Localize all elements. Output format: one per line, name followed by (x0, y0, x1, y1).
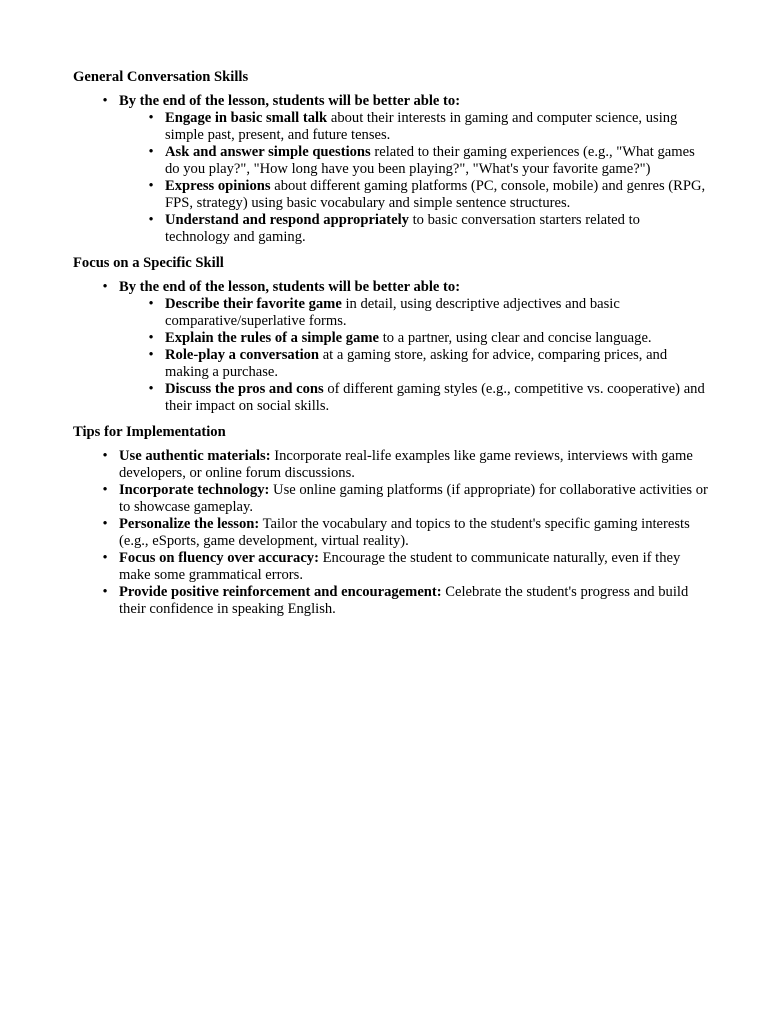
section-specific-list (73, 279, 708, 415)
item-bold: Personalize the lesson: (119, 516, 260, 532)
list-item (73, 516, 708, 550)
item-bold: Ask and answer simple questions (165, 144, 371, 160)
item-text: Celebrate the student's progress and build their confidence in speaking English. (119, 584, 689, 617)
bullet-icon: • (102, 516, 108, 532)
list-item (73, 482, 708, 516)
bullet-icon: • (102, 550, 108, 566)
lead-text: By the end of the lesson, students will be better able to: (119, 93, 461, 109)
item-bold: Explain the rules of a simple game (165, 330, 380, 346)
bullet-icon: • (148, 212, 154, 228)
item-bold: Describe their favorite game (165, 296, 342, 312)
item-bold: Focus on fluency over accuracy: (119, 550, 319, 566)
bullet-icon: • (148, 144, 154, 160)
item-text: at a gaming store, asking for advice, comparing prices, and making a purchase. (165, 347, 668, 380)
bullet-icon: • (102, 482, 108, 498)
item-bold: Express opinions (165, 178, 271, 194)
bullet-icon: • (148, 178, 154, 194)
section-specific (73, 279, 708, 415)
list-item (119, 212, 708, 246)
bullet-icon: • (102, 93, 108, 109)
bullet-icon: • (148, 330, 154, 346)
item-bold: Provide positive reinforcement and encouragement: (119, 584, 442, 600)
list-item (73, 93, 708, 246)
list-item (73, 448, 708, 482)
section-general (73, 93, 708, 246)
list-item (119, 296, 708, 330)
item-text: Incorporate real-life examples like game reviews, interviews with game developers, or online forum discussions. (119, 448, 693, 481)
bullet-icon: • (148, 347, 154, 363)
section-heading-general: General Conversation Skills (73, 69, 249, 85)
list-item (119, 381, 708, 415)
list-item (73, 279, 708, 415)
item-bold: Use authentic materials: (119, 448, 271, 464)
item-text: related to their gaming experiences (e.g., "What games do you play?", "How long have you been playing?", "What's your favorite game?") (165, 144, 695, 177)
item-bold: Engage in basic small talk (165, 110, 328, 126)
list-item (119, 144, 708, 178)
bullet-icon: • (102, 448, 108, 464)
sub-list (119, 110, 708, 246)
bullet-icon: • (148, 110, 154, 126)
list-item (119, 110, 708, 144)
list-item (119, 347, 708, 381)
item-text: about different gaming platforms (PC, console, mobile) and genres (RPG, FPS, strategy) using basic vocabulary and simple sentence structures. (165, 178, 706, 211)
section-tips (73, 448, 708, 618)
item-text: Use online gaming platforms (if appropriate) for collaborative activities or to showcase gameplay. (119, 482, 708, 515)
bullet-icon: • (102, 584, 108, 600)
item-text: about their interests in gaming and computer science, using simple past, present, and future tenses. (165, 110, 678, 143)
list-item (119, 330, 708, 347)
item-text: Encourage the student to communicate naturally, even if they make some grammatical errors. (119, 550, 681, 583)
sub-list (119, 296, 708, 415)
list-item (73, 550, 708, 584)
section-heading-specific: Focus on a Specific Skill (73, 255, 224, 271)
bullet-icon: • (148, 296, 154, 312)
list-item (73, 584, 708, 618)
item-bold: Understand and respond appropriately (165, 212, 409, 228)
item-text: to basic conversation starters related to technology and gaming. (165, 212, 640, 245)
tips-list (73, 448, 708, 618)
bullet-icon: • (148, 381, 154, 397)
list-item (119, 178, 708, 212)
item-bold: Role-play a conversation (165, 347, 320, 363)
item-text: in detail, using descriptive adjectives and basic comparative/superlative forms. (165, 296, 620, 329)
item-text: to a partner, using clear and concise language. (379, 330, 652, 346)
item-text: of different gaming styles (e.g., competitive vs. cooperative) and their impact on social skills. (165, 381, 705, 414)
item-bold: Discuss the pros and cons (165, 381, 324, 397)
section-heading-tips: Tips for Implementation (73, 424, 226, 440)
section-general-list (73, 93, 708, 246)
item-text: Tailor the vocabulary and topics to the student's specific gaming interests (e.g., eSports, game development, virtual reality). (119, 516, 690, 549)
bullet-icon: • (102, 279, 108, 295)
lead-text: By the end of the lesson, students will be better able to: (119, 279, 461, 295)
item-bold: Incorporate technology: (119, 482, 270, 498)
